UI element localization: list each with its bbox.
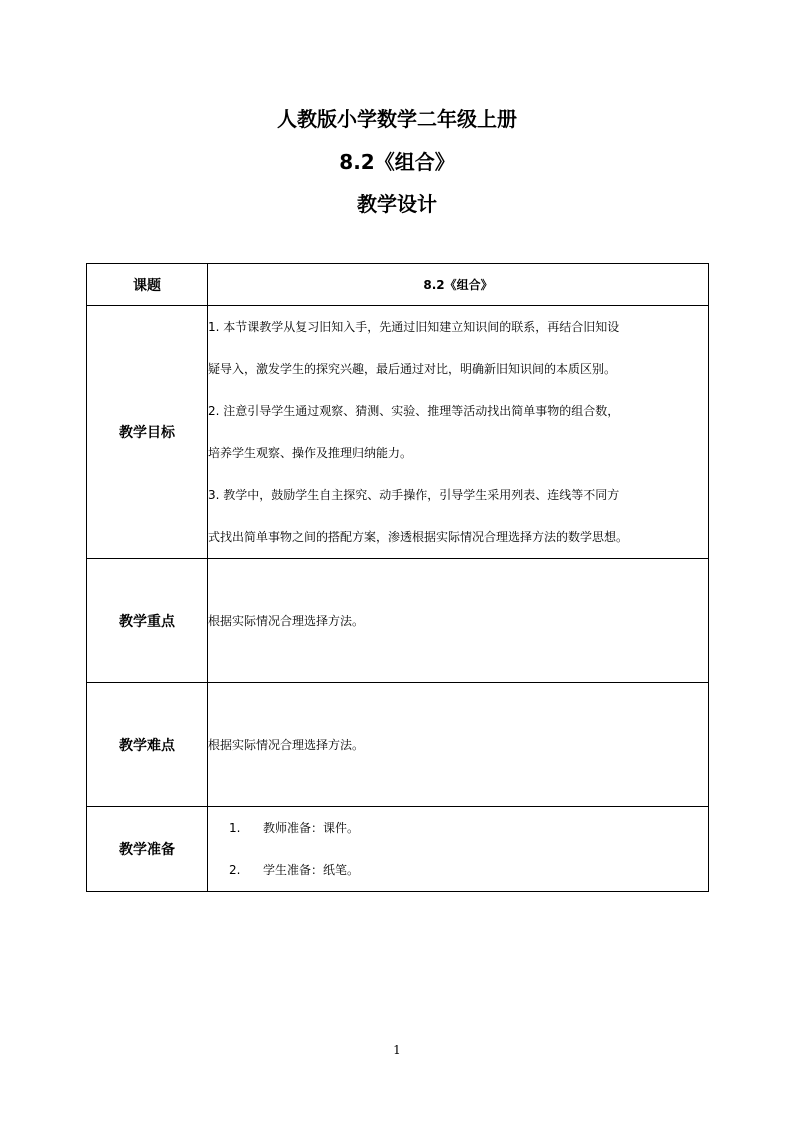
- goal-line: 培养学生观察、操作及推理归纳能力。: [208, 446, 413, 460]
- goals-label: 教学目标: [87, 306, 208, 559]
- list-text: 学生准备：纸笔。: [263, 863, 360, 877]
- preparation-content: [208, 807, 709, 892]
- goal-line: 1. 本节课教学从复习旧知入手，先通过旧知建立知识间的联系，再结合旧知设: [208, 320, 620, 334]
- page-number: 1: [393, 1043, 401, 1057]
- difficulties-label: 教学难点: [87, 683, 208, 807]
- lesson-title: 8.2《组合》: [339, 150, 455, 174]
- goal-line: 2. 注意引导学生通过观察、猜测、实验、推理等活动找出简单事物的组合数，: [208, 404, 620, 418]
- table-row-topic: [87, 264, 709, 306]
- preparation-label: 教学准备: [87, 807, 208, 892]
- goals-content: [208, 306, 709, 559]
- document-title: 人教版小学数学二年级上册: [277, 107, 517, 131]
- table-row-difficulties: [87, 683, 709, 807]
- key-points-label: 教学重点: [87, 559, 208, 683]
- lesson-plan-table: [86, 263, 709, 892]
- list-number: 1.: [229, 821, 241, 835]
- goal-line: 3. 教学中，鼓励学生自主探究、动手操作，引导学生采用列表、连线等不同方: [208, 488, 620, 502]
- list-number: 2.: [229, 863, 241, 877]
- goal-line: 式找出简单事物之间的搭配方案，渗透根据实际情况合理选择方法的数学思想。: [208, 530, 629, 544]
- table-row-key-points: [87, 559, 709, 683]
- document-subtitle: 教学设计: [357, 192, 437, 216]
- list-item: [208, 807, 708, 849]
- topic-label: 课题: [87, 264, 208, 306]
- table-row-goals: [87, 306, 709, 559]
- list-text: 教师准备：课件。: [263, 821, 360, 835]
- key-points-value: 根据实际情况合理选择方法。: [208, 559, 709, 683]
- difficulties-value: 根据实际情况合理选择方法。: [208, 683, 709, 807]
- list-item: [208, 849, 708, 891]
- topic-value: 8.2《组合》: [208, 264, 709, 306]
- table-row-preparation: [87, 807, 709, 892]
- goal-line: 疑导入，激发学生的探究兴趣，最后通过对比，明确新旧知识间的本质区别。: [208, 362, 617, 376]
